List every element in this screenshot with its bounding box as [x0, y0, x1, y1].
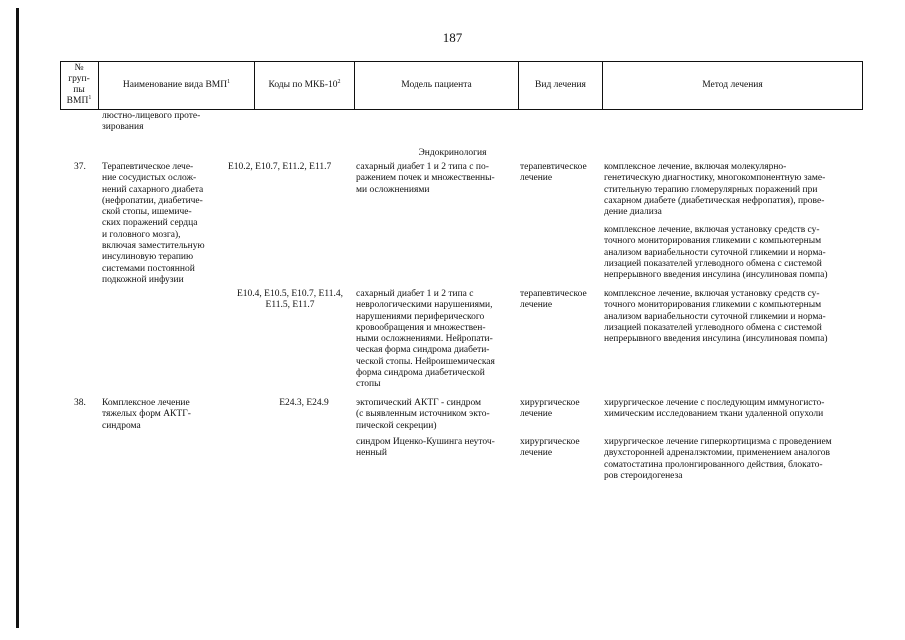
page-number: 187 — [442, 30, 463, 45]
patient-model: сахарный диабет 1 и 2 типа с неврологическими нарушениями, нарушениями периферического кровообращения и множествен- ными осложнениями. Нейропати- ческая форма синдрома диабети- ческой стопы. Нейроишемическая форма синдрома диабетической стопы — [356, 289, 495, 390]
header-icd-codes: Коды по МКБ-$10^2$ — [268, 78, 341, 90]
treatment-type: хирургическое лечение — [520, 437, 580, 459]
group-number: 38. — [74, 398, 86, 408]
vmp-name: Комплексное лечение тяжелых форм АКТГ- синдрома — [102, 398, 191, 431]
patient-model: сахарный диабет 1 и 2 типа с по- ражением почек и множественны- ми осложнениями — [356, 162, 495, 195]
header-patient-model: Модель пациента — [401, 79, 472, 90]
vmp-name: Терапевтическое лече- ние сосудистых ослож- нений сахарного диабета (нефропатии, диабетиче- ской стопы, ишемиче- ских поражений сердца и головного мозга), включая заместительную инсулиновую терапию системами постоянной подкожной инфузии — [102, 162, 205, 285]
header-vmp-name: Наименование вида ВМП$^1$ — [122, 78, 231, 90]
icd-codes: E24.3, E24.9 — [279, 398, 329, 408]
carryover-text: люстно-лицевого проте- зирования — [102, 111, 201, 133]
group-number: 37. — [74, 162, 86, 172]
patient-model: синдром Иценко-Кушинга неуточ- ненный — [356, 437, 495, 459]
header-treatment-type: Вид лечения — [535, 79, 586, 90]
icd-codes: E10.2, E10.7, E11.2, E11.7 — [228, 162, 332, 172]
treatment-method: хирургическое лечение гиперкортицизма с проведением двухсторонней адреналэктомии, применением аналогов соматостатина пролонгированного действия, блокато- ров стероидогенеза — [604, 437, 832, 481]
header-treatment-method: Метод лечения — [702, 79, 763, 90]
header-divider — [862, 61, 863, 110]
header-group-number: № груп- пы ВМП$^1$ — [66, 63, 92, 106]
treatment-method: комплексное лечение, включая установку средств су- точного мониторирования гликемии с компьютерным анализом вариабельности суточной гликемии и норма- лизацией показателей углеводного обмена с системой непрерывного введения инсулина (инсулиновая помпа) — [604, 289, 828, 345]
patient-model: эктопический АКТГ - синдром (с выявленным источником экто- пической секреции) — [356, 398, 490, 431]
page-left-margin-bar — [16, 8, 19, 628]
section-title: Эндокринология — [418, 148, 487, 158]
treatment-type: терапевтическое лечение — [520, 162, 587, 184]
treatment-method: комплексное лечение, включая установку средств су- точного мониторирования гликемии с компьютерным анализом вариабельности суточной гликемии и норма- лизацией показателей углеводного обмена с системой непрерывного введения инсулина (инсулиновая помпа) — [604, 225, 828, 281]
icd-codes: E10.4, E10.5, E10.7, E11.4, E11.5, E11.7 — [237, 289, 343, 311]
treatment-type: хирургическое лечение — [520, 398, 580, 420]
treatment-type: терапевтическое лечение — [520, 289, 587, 311]
treatment-method: хирургическое лечение с последующим иммуногисто- химическим исследованием ткани удаленной опухоли — [604, 398, 825, 420]
treatment-method: комплексное лечение, включая молекулярно- генетическую диагностику, многокомпонентную заме- стительную терапию гломерулярных поражений при сахарном диабете (диабетическая нефропатия), прове- дение диализа — [604, 162, 826, 218]
header-bottom-border — [60, 109, 862, 110]
